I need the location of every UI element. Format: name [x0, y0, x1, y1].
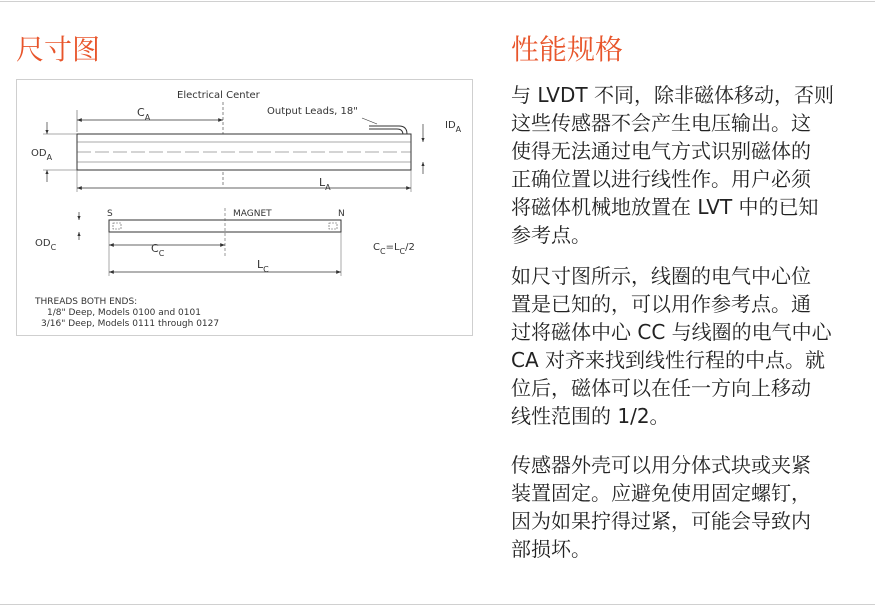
- paragraph-line: 如尺寸图所示，线圈的电气中心位: [511, 264, 811, 288]
- threads-line-2: 3/16" Deep, Models 0111 through 0127: [41, 319, 220, 329]
- cc-label: $C_C$: [151, 242, 165, 258]
- paragraph-line: CA 对齐来找到线性行程的中点。就: [511, 348, 826, 372]
- paragraph-electrical-center: [511, 262, 871, 430]
- paragraph-line: 位后，磁体可以在任一方向上移动: [511, 376, 811, 400]
- cc-formula: $C_C=L_C/2$: [373, 242, 415, 256]
- dimension-drawing: [16, 79, 473, 336]
- paragraph-line: 参考点。: [511, 223, 591, 247]
- paragraph-line: 过将磁体中心 CC 与线圈的电气中心: [511, 320, 832, 344]
- paragraph-magnet-position: [511, 81, 871, 249]
- paragraph-line: 线性范围的 1/2。: [511, 404, 670, 428]
- bottom-divider: [0, 604, 875, 605]
- magnet-n-label: N: [338, 209, 345, 219]
- paragraph-line: 部损坏。: [511, 537, 591, 561]
- paragraph-mounting: [511, 451, 871, 563]
- threads-heading: THREADS BOTH ENDS:: [35, 297, 138, 307]
- paragraph-line: 这些传感器不会产生电压输出。这: [511, 111, 811, 135]
- odc-label: $OD_C$: [35, 238, 57, 252]
- paragraph-line: 置是已知的，可以用作参考点。通: [511, 292, 811, 316]
- paragraph-line: 传感器外壳可以用分体式块或夹紧: [511, 453, 811, 477]
- paragraph-line: 装置固定。应避免使用固定螺钉，: [511, 481, 811, 505]
- magnet-s-label: S: [107, 209, 113, 219]
- paragraph-line: 与 LVDT 不同，除非磁体移动，否则: [511, 83, 834, 107]
- dimension-drawing-title: 尺寸图: [16, 33, 101, 66]
- threads-line-1: 1/8" Deep, Models 0100 and 0101: [47, 308, 201, 318]
- electrical-center-label: Electrical Center: [177, 90, 260, 101]
- la-label: $L_A$: [319, 176, 331, 192]
- paragraph-line: 使得无法通过电气方式识别磁体的: [511, 139, 811, 163]
- performance-specs-title: 性能规格: [511, 33, 624, 66]
- output-leads-leader: [362, 118, 377, 124]
- paragraph-line: 将磁体机械地放置在 LVT 中的已知: [511, 195, 819, 219]
- oda-label: $OD_A$: [31, 148, 53, 162]
- output-leads-label: Output Leads, 18": [267, 106, 358, 117]
- ida-label: $ID_A$: [445, 120, 462, 134]
- paragraph-line: 正确位置以进行线性作。用户必须: [511, 167, 811, 191]
- top-divider: [0, 1, 875, 2]
- lc-label: $L_C$: [257, 258, 269, 274]
- magnet-label: MAGNET: [233, 209, 272, 219]
- paragraph-line: 因为如果拧得过紧，可能会导致内: [511, 509, 811, 533]
- ca-label: $C_A$: [137, 106, 151, 122]
- dimension-drawing-svg: [17, 80, 474, 337]
